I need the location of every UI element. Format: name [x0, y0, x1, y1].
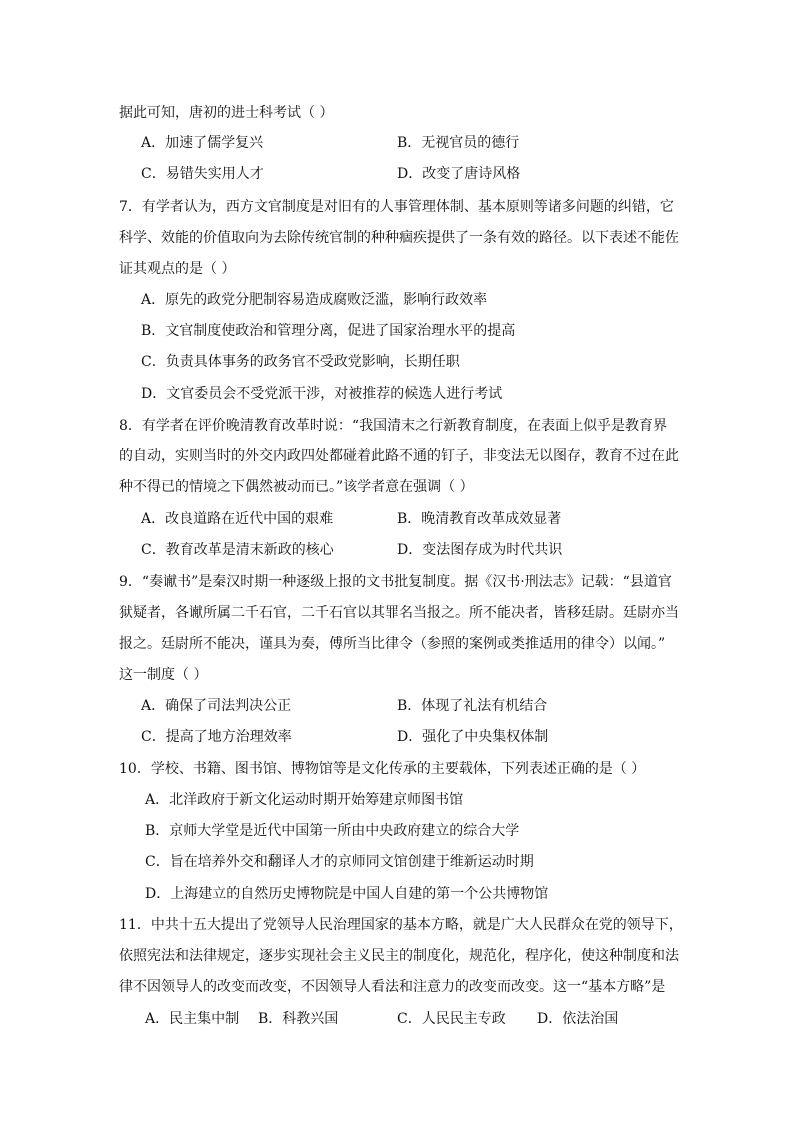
question-11-option-a: A．民主集中制: [145, 1011, 240, 1027]
question-11-option-d: D．依法治国: [537, 1011, 619, 1027]
question-11-line-2: 依照宪法和法律规定，逐步实现社会主义民主的制度化，规范化，程序化，使这种制度和法: [119, 948, 679, 964]
question-9-option-c: C．提高了地方治理效率: [141, 729, 292, 745]
question-10-line-1: 10．学校、书籍、图书馆、博物馆等是文化传承的主要载体，下列表述正确的是（ ）: [119, 761, 646, 777]
question-7-option-d: D．文官委员会不受党派干涉，对被推荐的候选人进行考试: [141, 386, 503, 402]
question-10-option-d: D．上海建立的自然历史博物院是中国人自建的第一个公共博物馆: [145, 886, 549, 902]
question-8-option-a: A．改良道路在近代中国的艰难: [141, 511, 334, 527]
question-8-line-2: 的自动，实则当时的外交内政四处都碰着此路不通的钉子，非变法无以图存，教育不过在此: [119, 448, 679, 464]
question-6-option-c: C．易错失实用人才: [141, 166, 264, 182]
question-9-option-b: B．体现了礼法有机结合: [397, 698, 548, 714]
question-9-line-3: 报之。廷尉所不能决，谨具为奏，傅所当比律令（参照的案例或类推适用的律令）以闻。”: [119, 636, 666, 652]
question-7-line-1: 7．有学者认为，西方文官制度是对旧有的人事管理体制、基本原则等诸多问题的纠错，它: [119, 199, 674, 215]
question-10-option-a: A．北洋政府于新文化运动时期开始筹建京师图书馆: [145, 792, 464, 808]
question-10-option-b: B．京师大学堂是近代中国第一所由中央政府建立的综合大学: [145, 823, 520, 839]
question-8-option-c: C．教育改革是清末新政的核心: [141, 542, 334, 558]
question-7-line-3: 证其观点的是（ ）: [119, 261, 236, 277]
question-6-option-d: D．改变了唐诗风格: [397, 166, 521, 182]
question-11-line-1: 11．中共十五大提出了党领导人民治理国家的基本方略，就是广大人民群众在党的领导下，: [119, 917, 683, 933]
question-7-option-c: C．负责具体事务的政务官不受政党影响，长期任职: [141, 354, 460, 370]
question-9-line-2: 狱疑者，各谳所属二千石官，二千石官以其罪名当报之。所不能决者，皆移廷尉。廷尉亦当: [119, 605, 679, 621]
question-6-stem-tail: 据此可知，唐初的进士科考试（ ）: [119, 105, 334, 121]
question-7-option-a: A．原先的政党分肥制容易造成腐败泛滥，影响行政效率: [141, 292, 488, 308]
question-11-option-c: C．人民民主专政: [397, 1011, 506, 1027]
question-10-option-c: C．旨在培养外交和翻译人才的京师同文馆创建于维新运动时期: [145, 854, 534, 870]
question-6-option-a: A．加速了儒学复兴: [141, 135, 264, 151]
question-8-option-d: D．变法图存成为时代共识: [397, 542, 563, 558]
question-7-line-2: 科学、效能的价值取向为去除传统官制的种种痼疾提供了一条有效的路径。以下表述不能佐: [119, 230, 679, 246]
question-9-line-4: 这一制度（ ）: [119, 667, 208, 683]
question-7-option-b: B．文官制度使政治和管理分离，促进了国家治理水平的提高: [141, 323, 516, 339]
question-11-line-3: 律不因领导人的改变而改变，不因领导人看法和注意力的改变而改变。这一“基本方略”是: [119, 979, 666, 995]
question-9-line-1: 9．“奏谳书”是秦汉时期一种逐级上报的文书批复制度。据《汉书·刑法志》记载：“县道官: [119, 574, 672, 590]
question-6-option-b: B．无视官员的德行: [397, 135, 520, 151]
question-8-option-b: B．晚清教育改革成效显著: [397, 511, 562, 527]
question-9-option-d: D．强化了中央集权体制: [397, 729, 549, 745]
question-8-line-3: 种不得已的情境之下偶然被动而已。”该学者意在强调（ ）: [119, 479, 474, 495]
question-9-option-a: A．确保了司法判决公正: [141, 698, 292, 714]
question-11-option-b: B．科教兴国: [258, 1011, 339, 1027]
question-8-line-1: 8．有学者在评价晚清教育改革时说：“我国清末之行新教育制度，在表面上似乎是教育界: [119, 418, 668, 434]
